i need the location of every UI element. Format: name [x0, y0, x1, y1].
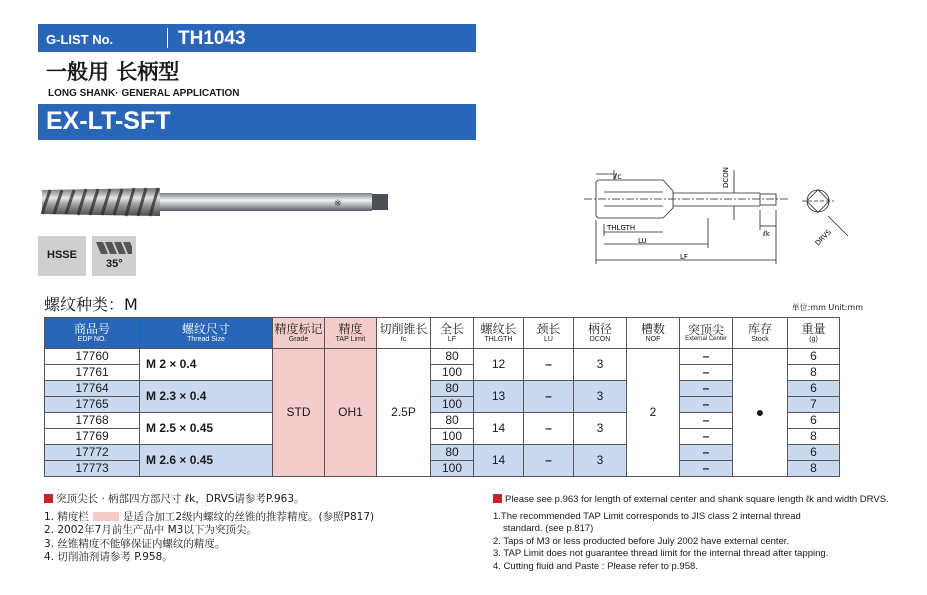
- weight-cell: 6: [788, 413, 840, 429]
- lf-cell: 100: [431, 461, 474, 477]
- lu-cell: –: [524, 445, 574, 477]
- dcon-cell: 3: [574, 445, 627, 477]
- note-en-3: 3. TAP Limit does not guarantee thread limit for the internal thread after tapping.: [493, 548, 829, 559]
- stock-cell: ●: [733, 349, 788, 477]
- red-square-icon: [493, 494, 502, 503]
- weight-cell: 8: [788, 365, 840, 381]
- col-external-center: 突顶尖 External Center: [680, 318, 733, 349]
- col-weight: 重量 (g): [788, 318, 840, 349]
- thread-size-cell: M 2.5 × 0.45: [140, 413, 273, 445]
- dcon-cell: 3: [574, 349, 627, 381]
- note-cn-2: 2. 2002年7月前生产品中 M3以下为突顶尖。: [44, 524, 257, 536]
- edp-cell: 17773: [45, 461, 140, 477]
- model-banner: [38, 104, 476, 140]
- lf-cell: 80: [431, 445, 474, 461]
- tap-square: [372, 194, 388, 210]
- weight-cell: 7: [788, 397, 840, 413]
- lu-cell: –: [524, 349, 574, 381]
- col-thread-size: 螺纹尺寸 Thread Size: [140, 318, 273, 349]
- spec-table: [44, 317, 840, 477]
- external-center-cell: –: [680, 365, 733, 381]
- external-center-cell: –: [680, 445, 733, 461]
- thlgth-cell: 13: [474, 381, 524, 413]
- edp-cell: 17761: [45, 365, 140, 381]
- edp-cell: 17768: [45, 413, 140, 429]
- model-name: EX-LT-SFT: [46, 107, 171, 135]
- col-edp: 商品号 EDP NO.: [45, 318, 140, 349]
- lf-cell: 80: [431, 381, 474, 397]
- edp-cell: 17772: [45, 445, 140, 461]
- note-cn-lead: 突顶尖长 · 柄部四方部尺寸 ℓk，DRVS请参考P.963。: [44, 493, 374, 507]
- external-center-cell: –: [680, 413, 733, 429]
- thread-size-cell: M 2.3 × 0.4: [140, 381, 273, 413]
- edp-cell: 17769: [45, 429, 140, 445]
- drawing-label-lf: LF: [680, 253, 688, 261]
- weight-cell: 6: [788, 349, 840, 365]
- drawing-label-lu: LU: [638, 237, 647, 245]
- unit-label: 单位:mm Unit:mm: [791, 303, 863, 312]
- nof-cell: 2: [627, 349, 680, 477]
- lc-cell: 2.5P: [377, 349, 431, 477]
- external-center-cell: –: [680, 349, 733, 365]
- weight-cell: 6: [788, 445, 840, 461]
- drawing-label-thlgth: THLGTH: [607, 224, 636, 232]
- lf-cell: 100: [431, 365, 474, 381]
- lu-cell: –: [524, 413, 574, 445]
- col-lf: 全长 LF: [431, 318, 474, 349]
- thread-size-cell: M 2 × 0.4: [140, 349, 273, 381]
- note-cn-3: 3. 丝锥精度不能够保证内螺纹的精度。: [44, 537, 226, 550]
- weight-cell: 8: [788, 429, 840, 445]
- tap-photo: [40, 182, 390, 222]
- note-cn-4: 4. 切削油剂请参考 P.958。: [44, 551, 173, 563]
- weight-cell: 6: [788, 381, 840, 397]
- drawing-label-dcon: DCON: [722, 166, 730, 188]
- drawing-label-drvs: DRVS: [813, 228, 833, 248]
- drawing-square-end: [760, 194, 776, 205]
- dcon-cell: 3: [574, 413, 627, 445]
- table-row: [45, 413, 840, 429]
- thlgth-cell: 14: [474, 445, 524, 477]
- pink-swatch-icon: [93, 512, 119, 521]
- external-center-cell: –: [680, 461, 733, 477]
- notes-cn: [44, 493, 374, 565]
- col-nof: 槽数 NOF: [627, 318, 680, 349]
- lu-cell: –: [524, 381, 574, 413]
- edp-cell: 17760: [45, 349, 140, 365]
- glist-banner: [38, 24, 476, 52]
- table-row: [45, 445, 840, 461]
- weight-cell: 8: [788, 461, 840, 477]
- col-tap-limit: 精度 TAP Limit: [325, 318, 377, 349]
- material-badge: [38, 236, 86, 276]
- external-center-cell: –: [680, 381, 733, 397]
- helix-angle-label: 35°: [106, 258, 123, 270]
- col-dcon: 柄径 DCON: [574, 318, 627, 349]
- col-thlgth: 螺纹长 THLGTH: [474, 318, 524, 349]
- col-stock: 库存 Stock: [733, 318, 788, 349]
- dcon-cell: 3: [574, 381, 627, 413]
- subtitle-en: LONG SHANK· GENERAL APPLICATION: [48, 88, 240, 99]
- helix-stripes-icon: [96, 242, 132, 254]
- tap-limit-cell: OH1: [325, 349, 377, 477]
- lf-cell: 100: [431, 397, 474, 413]
- helix-angle-badge: [92, 236, 136, 276]
- thlgth-cell: 14: [474, 413, 524, 445]
- material-label: HSSE: [47, 249, 77, 261]
- notes-en: [493, 494, 923, 573]
- lf-cell: 80: [431, 413, 474, 429]
- external-center-cell: –: [680, 429, 733, 445]
- note-en-lead: Please see p.963 for length of external center and shank square length ℓk and width DRVS.: [493, 494, 923, 507]
- col-grade: 精度标记 Grade: [273, 318, 325, 349]
- title-cn: 一般用 长柄型: [46, 60, 180, 84]
- glist-separator: [167, 28, 168, 48]
- note-en-2: 2. Taps of M3 or less producted before July 2002 have external center.: [493, 535, 790, 547]
- note-en-1: 1.The recommended TAP Limit corresponds to JIS class 2 internal thread: [493, 510, 801, 522]
- thlgth-cell: 12: [474, 349, 524, 381]
- col-lu: 颈长 LU: [524, 318, 574, 349]
- edp-cell: 17765: [45, 397, 140, 413]
- table-header-row: [45, 318, 840, 349]
- drawing-label-lc: ℓc: [614, 172, 622, 181]
- note-en-4: 4. Cutting fluid and Paste : Please refer to p.958.: [493, 560, 698, 572]
- lf-cell: 100: [431, 429, 474, 445]
- grade-cell: STD: [273, 349, 325, 477]
- glist-label: G-LIST No.: [46, 32, 114, 47]
- dimension-drawing: [578, 160, 863, 272]
- table-row: [45, 381, 840, 397]
- lf-cell: 80: [431, 349, 474, 365]
- section-title: 螺纹种类：M: [44, 295, 138, 314]
- edp-cell: 17764: [45, 381, 140, 397]
- note-en-1b: standard. (see p.817): [503, 523, 594, 534]
- svg-text:※: ※: [334, 199, 342, 209]
- glist-code: TH1043: [178, 28, 246, 49]
- thread-size-cell: M 2.6 × 0.45: [140, 445, 273, 477]
- drawing-label-lk: ℓk: [763, 230, 770, 238]
- col-lc: 切削锥长 ℓc: [377, 318, 431, 349]
- red-square-icon: [44, 494, 53, 503]
- table-row: [45, 349, 840, 365]
- external-center-cell: –: [680, 397, 733, 413]
- note-cn-1: 1. 精度栏 是适合加工2级内螺纹的丝锥的推荐精度。(参照P817): [44, 510, 375, 523]
